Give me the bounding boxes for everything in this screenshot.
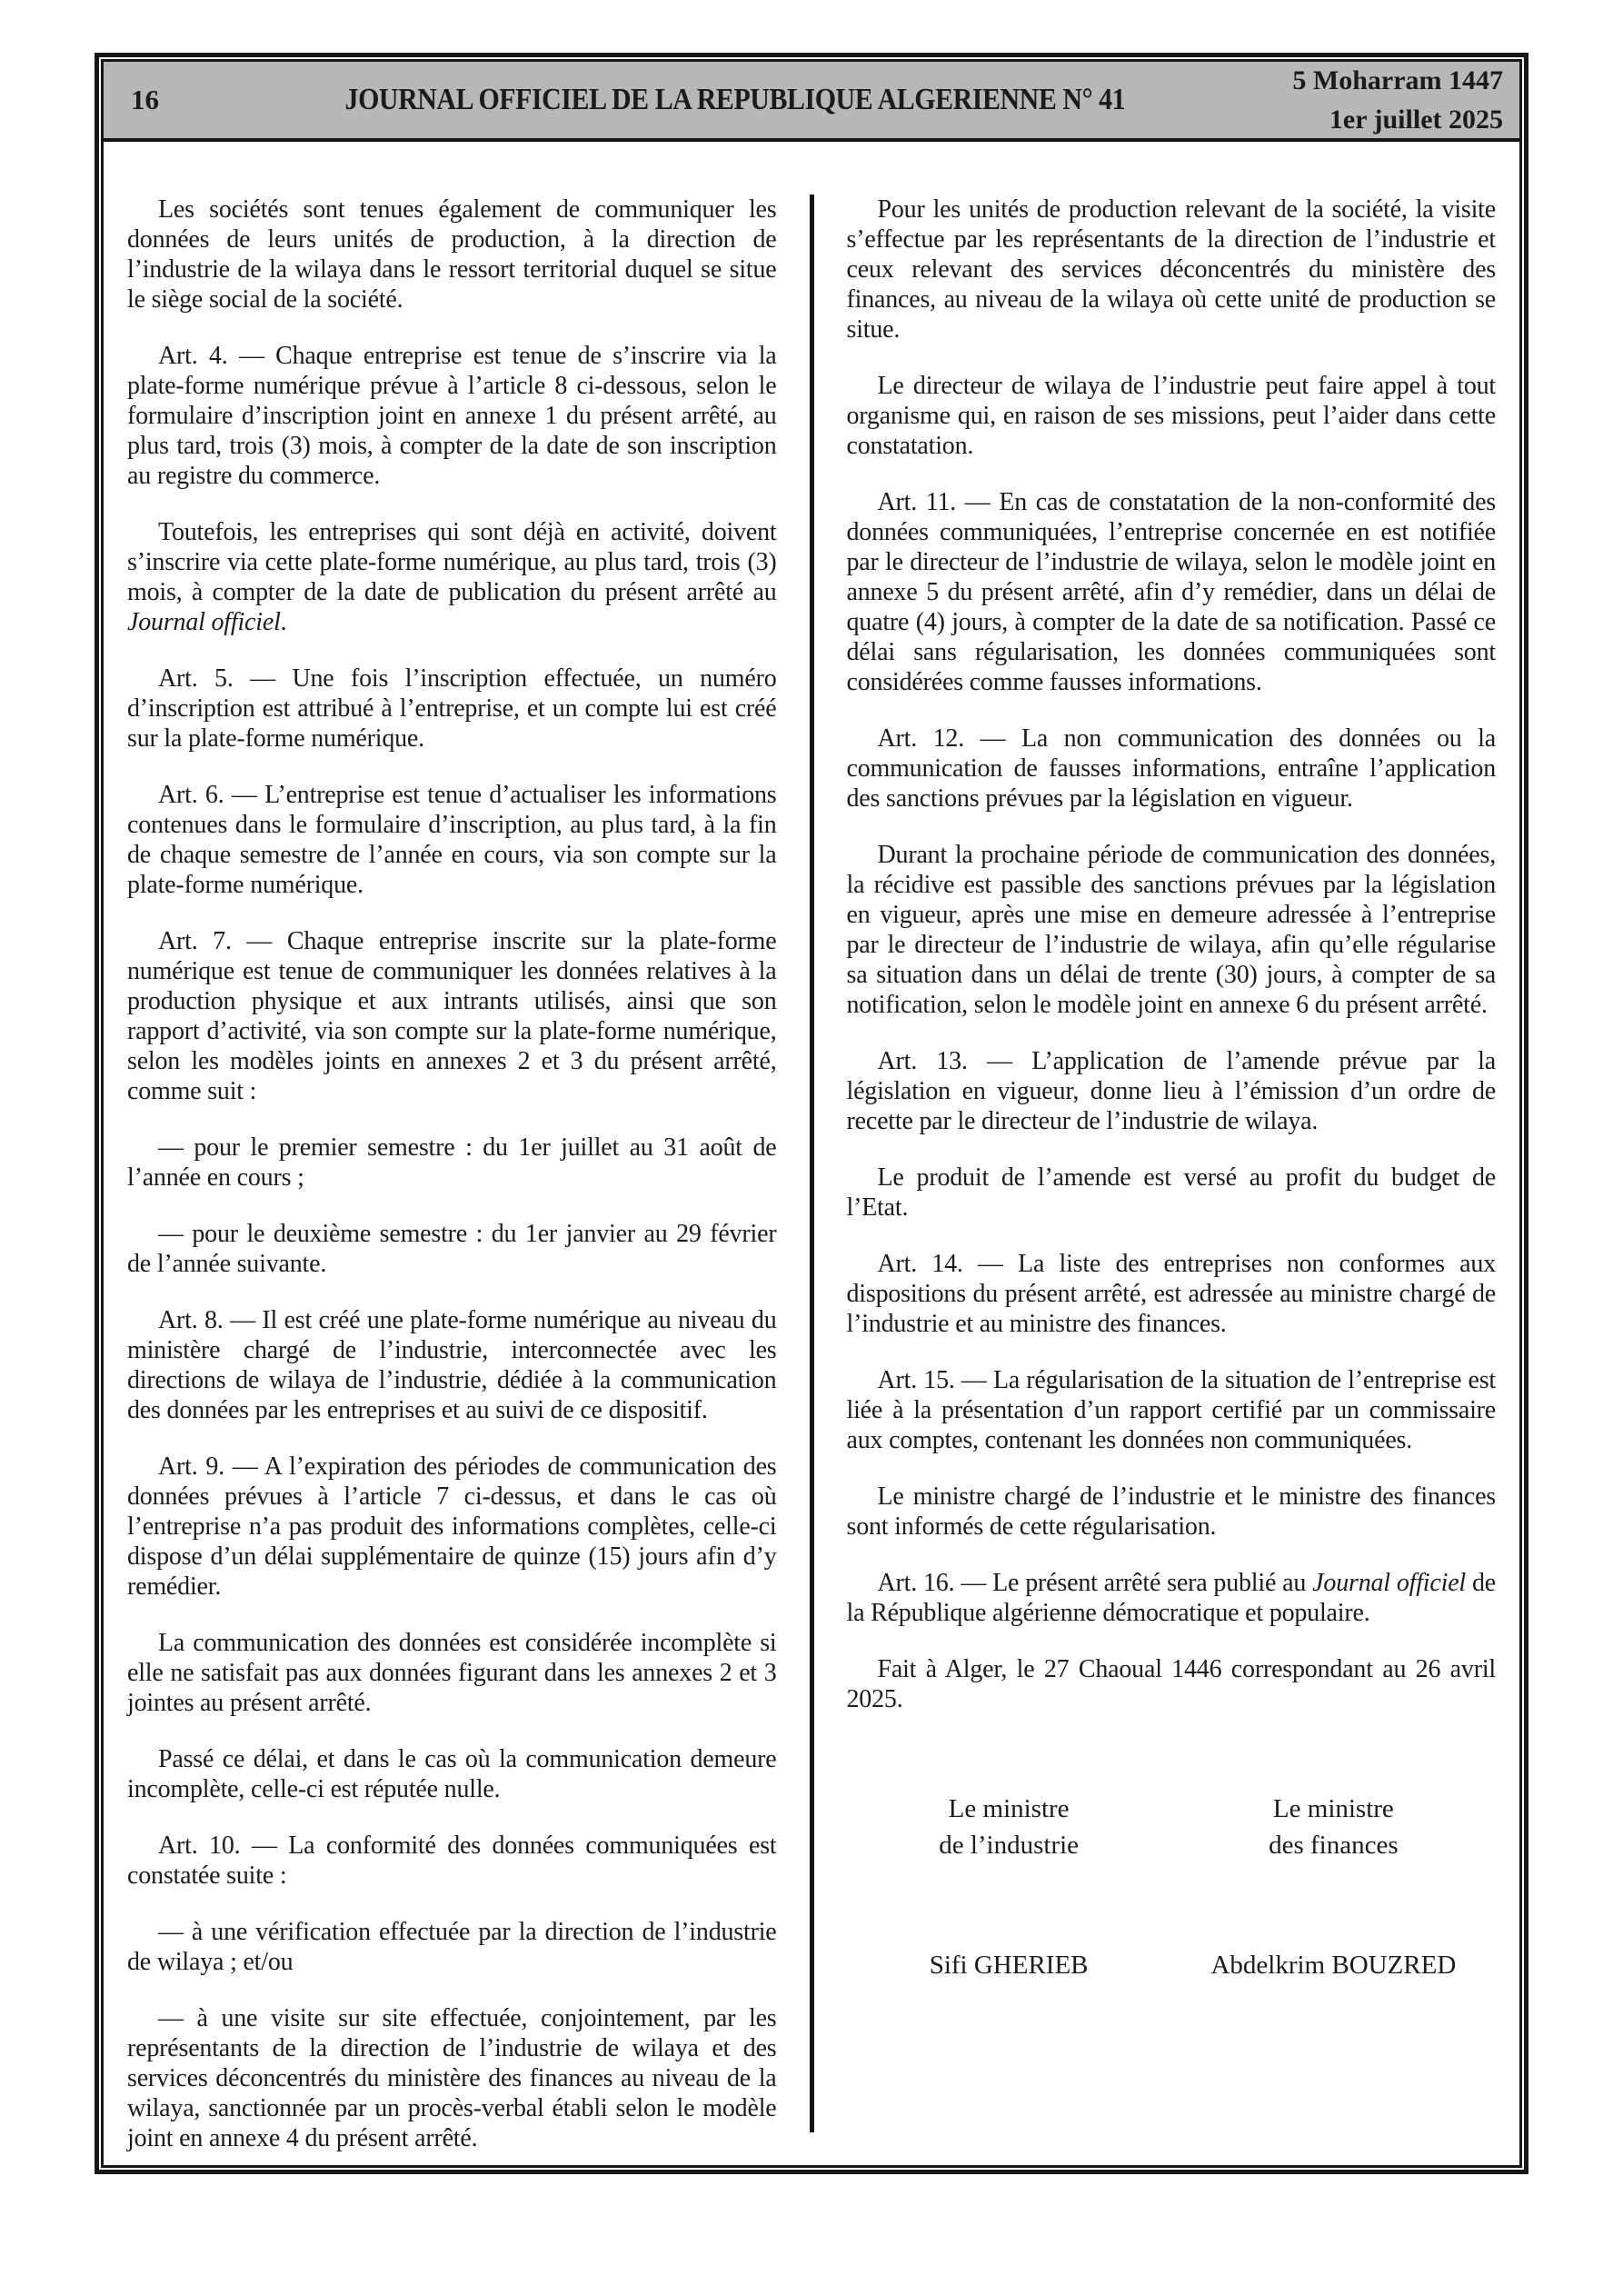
- paragraph: [127, 1305, 777, 1425]
- signature-names: [847, 1947, 1497, 1983]
- paragraph: [847, 371, 1497, 461]
- text: Art. 11. — En cas de constatation de la non-conformité des données communiquées, l’entreprise concernée en est notifiée par le directeur de l’industrie de wilaya, selon le modèle joint en annexe 5 du présent arrêté, afin d’y remédier, dans un délai de quatre (4) jours, à compter de la date de sa notification. Passé ce délai sans régularisation, les données communiquées sont considérées comme fausses informations.: [846, 488, 1496, 696]
- paragraph: [847, 1249, 1497, 1339]
- text: de la République algérienne démocratique et populaire.: [846, 1569, 1496, 1627]
- right-column: [814, 142, 1520, 2165]
- paragraph: [127, 1831, 777, 1891]
- text: Art. 4. — Chaque entreprise est tenue de s’inscrire via la plate-forme numérique prévue à l’article 8 ci-dessous, selon le formulaire d’inscription joint en annexe 1 du présent arrêté, au plus tard, trois (3) mois, à compter de la date de son inscription au registre du commerce.: [127, 342, 777, 490]
- paragraph: [847, 1482, 1497, 1542]
- page-frame: [95, 53, 1528, 2174]
- text: Art. 16. — Le présent arrêté sera publié au: [877, 1569, 1313, 1597]
- paragraph: [127, 1219, 777, 1279]
- text: Art. 13. — L’application de l’amende prévue par la législation en vigueur, donne lieu à l’émission d’un ordre de recette par le directeur de l’industrie de wilaya.: [846, 1047, 1496, 1135]
- paragraph: [127, 1917, 777, 1977]
- text: Art. 8. — Il est créé une plate-forme numérique au niveau du ministère chargé de l’industrie, interconnectée avec les directions de wilaya de l’industrie, dédiée à la communication des données par les entreprises et au suivi de ce dispositif.: [127, 1306, 777, 1424]
- paragraph: [847, 1568, 1497, 1628]
- text: — à une vérification effectuée par la direction de l’industrie de wilaya ; et/ou: [127, 1918, 777, 1976]
- paragraph: [127, 517, 777, 637]
- italic-text: Journal officiel: [1312, 1569, 1466, 1597]
- text: Art. 7. — Chaque entreprise inscrite sur la plate-forme numérique est tenue de communiquer les données relatives à la production physique et aux intrants utilisés, ainsi que son rapport d’activité, via son compte sur la plate-forme numérique, selon les modèles joints en annexes 2 et 3 du présent arrêté, comme suit :: [127, 927, 777, 1105]
- text: Art. 14. — La liste des entreprises non conformes aux dispositions du présent arrêté, est adressée au ministre chargé de l’industrie et au ministre des finances.: [846, 1250, 1496, 1338]
- journal-title: [258, 83, 1212, 117]
- text: Les sociétés sont tenues également de communiquer les données de leurs unités de production, à la direction de l’industrie de la wilaya dans le ressort territorial duquel se situe le siège social de la société.: [127, 195, 777, 314]
- paragraph: [127, 926, 777, 1106]
- paragraph: [847, 1163, 1497, 1223]
- date-hijri: 5 Moharram 1447: [1292, 65, 1503, 95]
- text: Art. 10. — La conformité des données communiquées est constatée suite :: [127, 1832, 777, 1890]
- paragraph: [847, 195, 1497, 344]
- text: Le directeur de wilaya de l’industrie peut faire appel à tout organisme qui, en raison de ses missions, peut l’aider dans cette constatation.: [846, 372, 1496, 460]
- page-number: 16: [131, 84, 159, 115]
- text: — pour le deuxième semestre : du 1er janvier au 29 février de l’année suivante.: [127, 1220, 777, 1278]
- text: Art. 9. — A l’expiration des périodes de communication des données prévues à l’article 7 ci-dessus, et dans le cas où l’entreprise n’a pas produit des informations complètes, celle-ci dispose d’un délai supplémentaire de quinze (15) jours afin d’y remédier.: [127, 1452, 777, 1601]
- text: Le ministre chargé de l’industrie et le ministre des finances sont informés de cette régularisation.: [846, 1482, 1496, 1541]
- text: Le produit de l’amende est versé au profit du budget de l’Etat.: [846, 1163, 1496, 1222]
- signature-title-finances: [1171, 1791, 1496, 1863]
- header-band: [104, 62, 1519, 142]
- right-column-paragraphs: [847, 195, 1497, 1714]
- paragraph: [127, 664, 777, 754]
- text: Toutefois, les entreprises qui sont déjà en activité, doivent s’inscrire via cette plate-forme numérique, au plus tard, trois (3) mois, à compter de la date de publication du présent arrêté au: [127, 518, 777, 606]
- text: Art. 5. — Une fois l’inscription effectuée, un numéro d’inscription est attribué à l’entreprise, et un compte lui est créé sur la plate-forme numérique.: [127, 664, 777, 753]
- paragraph: [847, 1046, 1497, 1136]
- paragraph: [847, 724, 1497, 814]
- paragraph: [127, 1452, 777, 1602]
- signature-title-line: des finances: [1269, 1831, 1399, 1860]
- text: — pour le premier semestre : du 1er juillet au 31 août de l’année en cours ;: [127, 1133, 777, 1192]
- text: .: [280, 608, 287, 636]
- signature-title-line: Le ministre: [948, 1794, 1070, 1823]
- text: Passé ce délai, et dans le cas où la communication demeure incomplète, celle-ci est réputée nulle.: [127, 1745, 777, 1803]
- paragraph: [847, 840, 1497, 1020]
- paragraph: [847, 487, 1497, 697]
- text: Art. 15. — La régularisation de la situation de l’entreprise est liée à la présentation d’un rapport certifié par un commissaire aux comptes, contenant les données non communiquées.: [846, 1366, 1496, 1454]
- signature-title-line: Le ministre: [1272, 1794, 1394, 1823]
- text: Fait à Alger, le 27 Chaoual 1446 correspondant au 26 avril 2025.: [846, 1655, 1496, 1713]
- columns: [104, 142, 1519, 2165]
- signature-title-line: de l’industrie: [939, 1831, 1080, 1860]
- text: — à une visite sur site effectuée, conjointement, par les représentants de la direction de l’industrie de wilaya et des services déconcentrés du ministère des finances au niveau de la wilaya, sanctionnée par un procès-verbal établi selon le modèle joint en annexe 4 du présent arrêté.: [127, 2004, 777, 2152]
- paragraph: [127, 341, 777, 491]
- italic-text: Journal officiel: [127, 608, 281, 636]
- text: Art. 12. — La non communication des données ou la communication de fausses informations, entraîne l’application des sanctions prévues par la législation en vigueur.: [846, 724, 1496, 813]
- signature-titles: [847, 1791, 1497, 1863]
- header-dates: [1212, 61, 1519, 139]
- date-gregorian: 1er juillet 2025: [1329, 105, 1503, 135]
- journal-title-text: JOURNAL OFFICIEL DE LA REPUBLIQUE ALGERIENNE N° 41: [344, 83, 1126, 116]
- text: Pour les unités de production relevant de la société, la visite s’effectue par les représentants de la direction de l’industrie et ceux relevant des services déconcentrés du ministère des finances, au niveau de la wilaya où cette unité de production se situe.: [846, 195, 1496, 344]
- frame-inner: [101, 59, 1522, 2168]
- left-column: [104, 142, 810, 2165]
- text: Durant la prochaine période de communication des données, la récidive est passible des sanctions prévues par la législation en vigueur, après une mise en demeure adressée à l’entreprise par le directeur de l’industrie de wilaya, afin qu’elle régularise sa situation dans un délai de trente (30) jours, à compter de sa notification, selon le modèle joint en annexe 6 du présent arrêté.: [846, 841, 1496, 1019]
- signature-name-finances: Abdelkrim BOUZRED: [1210, 1951, 1457, 1980]
- paragraph: [127, 2003, 777, 2153]
- paragraph: [847, 1365, 1497, 1455]
- paragraph: [127, 1133, 777, 1193]
- paragraph: [127, 780, 777, 900]
- signature-name-industry: Sifi GHERIEB: [929, 1951, 1089, 1980]
- paragraph: [127, 1744, 777, 1804]
- paragraph: [127, 1628, 777, 1718]
- text: La communication des données est considérée incomplète si elle ne satisfait pas aux données figurant dans les annexes 2 et 3 jointes au présent arrêté.: [127, 1629, 777, 1717]
- paragraph: [127, 195, 777, 314]
- signature-title-industry: [847, 1791, 1171, 1863]
- text: Art. 6. — L’entreprise est tenue d’actualiser les informations contenues dans le formulaire d’inscription, au plus tard, à la fin de chaque semestre de l’année en cours, via son compte sur la plate-forme numérique.: [127, 781, 777, 899]
- paragraph: [847, 1654, 1497, 1714]
